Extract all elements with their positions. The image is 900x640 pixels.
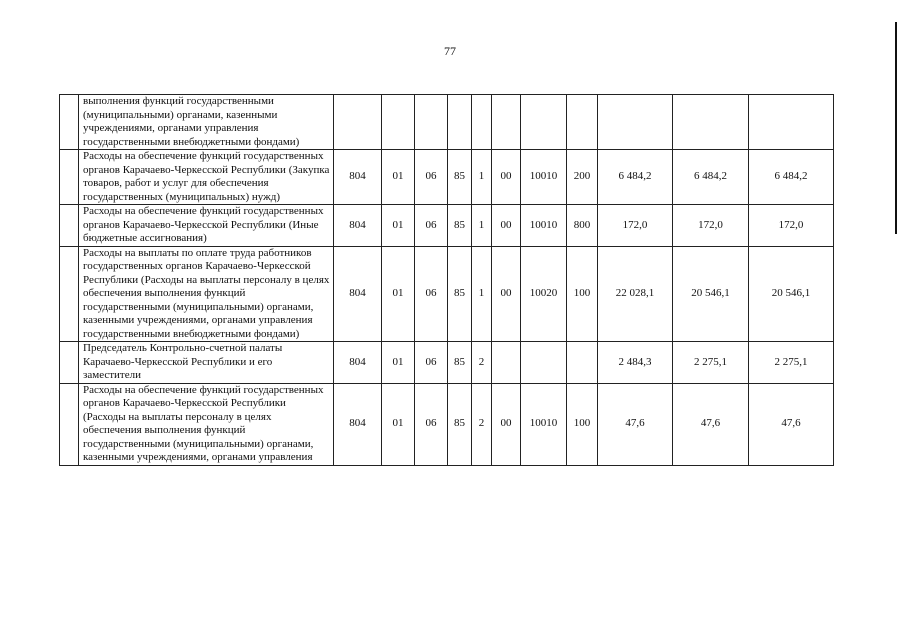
- cell-subsection: 06: [415, 150, 448, 205]
- cell-direction: 10010: [521, 150, 567, 205]
- cell-subprogram: 1: [472, 150, 492, 205]
- table-row: [60, 150, 834, 205]
- cell-subprogram: [472, 95, 492, 150]
- cell-amount-2: 20 546,1: [673, 246, 749, 342]
- cell-section: [382, 95, 415, 150]
- cell-direction: 10010: [521, 383, 567, 465]
- cell-number: [60, 342, 79, 384]
- cell-description: Расходы на обеспечение функций государственных органов Карачаево-Черкесской Республики (Расходы на выплаты персоналу в целях обеспечения выполнения функций государственными (муниципальными) органами, казенными учреждениями, органами управления: [79, 383, 334, 465]
- cell-program: 85: [448, 246, 472, 342]
- cell-program: 85: [448, 205, 472, 247]
- cell-amount-1: 2 484,3: [598, 342, 673, 384]
- cell-program: 85: [448, 342, 472, 384]
- cell-amount-1: 47,6: [598, 383, 673, 465]
- cell-number: [60, 246, 79, 342]
- cell-amount-3: [749, 95, 834, 150]
- cell-main-event: [492, 342, 521, 384]
- cell-description: выполнения функций государственными (муниципальными) органами, казенными учреждениями, органами управления государственными внебюджетными фондами): [79, 95, 334, 150]
- cell-direction: 10010: [521, 205, 567, 247]
- cell-program: [448, 95, 472, 150]
- cell-expense-type: 200: [567, 150, 598, 205]
- cell-description: Председатель Контрольно-счетной палаты Карачаево-Черкесской Республики и его заместители: [79, 342, 334, 384]
- cell-number: [60, 150, 79, 205]
- table-row: [60, 383, 834, 465]
- cell-subsection: 06: [415, 342, 448, 384]
- cell-expense-type: 100: [567, 383, 598, 465]
- cell-subprogram: 2: [472, 383, 492, 465]
- cell-amount-1: 6 484,2: [598, 150, 673, 205]
- cell-section: 01: [382, 150, 415, 205]
- cell-main-event: [492, 95, 521, 150]
- cell-direction: [521, 95, 567, 150]
- cell-subprogram: 1: [472, 246, 492, 342]
- cell-amount-3: 2 275,1: [749, 342, 834, 384]
- cell-subprogram: 1: [472, 205, 492, 247]
- cell-description: Расходы на выплаты по оплате труда работников государственных органов Карачаево-Черкесской Республики (Расходы на выплаты персоналу в целях обеспечения выполнения функций государственными (муниципальными) органами, казенными учреждениями, органами управления государственными внебюджетными фондами): [79, 246, 334, 342]
- cell-ministry: 804: [334, 383, 382, 465]
- cell-main-event: 00: [492, 383, 521, 465]
- cell-section: 01: [382, 342, 415, 384]
- cell-program: 85: [448, 383, 472, 465]
- cell-subsection: [415, 95, 448, 150]
- cell-subsection: 06: [415, 383, 448, 465]
- cell-description: Расходы на обеспечение функций государственных органов Карачаево-Черкесской Республики (Закупка товаров, работ и услуг для обеспечения государственных (муниципальных) нужд): [79, 150, 334, 205]
- cell-expense-type: 800: [567, 205, 598, 247]
- cell-number: [60, 95, 79, 150]
- cell-amount-2: 47,6: [673, 383, 749, 465]
- budget-table: [59, 94, 834, 466]
- cell-ministry: [334, 95, 382, 150]
- cell-amount-2: 172,0: [673, 205, 749, 247]
- cell-amount-1: [598, 95, 673, 150]
- cell-number: [60, 205, 79, 247]
- cell-section: 01: [382, 246, 415, 342]
- cell-ministry: 804: [334, 205, 382, 247]
- cell-amount-3: 172,0: [749, 205, 834, 247]
- cell-description: Расходы на обеспечение функций государственных органов Карачаево-Черкесской Республики (Иные бюджетные ассигнования): [79, 205, 334, 247]
- table-body: [60, 95, 834, 466]
- cell-expense-type: [567, 342, 598, 384]
- table-row: [60, 95, 834, 150]
- cell-amount-3: 6 484,2: [749, 150, 834, 205]
- cell-amount-2: 2 275,1: [673, 342, 749, 384]
- cell-section: 01: [382, 383, 415, 465]
- cell-amount-2: [673, 95, 749, 150]
- page-number: 77: [444, 44, 456, 58]
- cell-program: 85: [448, 150, 472, 205]
- cell-ministry: 804: [334, 246, 382, 342]
- cell-expense-type: 100: [567, 246, 598, 342]
- scan-edge-mark: [895, 22, 897, 234]
- cell-direction: 10020: [521, 246, 567, 342]
- cell-section: 01: [382, 205, 415, 247]
- cell-ministry: 804: [334, 342, 382, 384]
- cell-main-event: 00: [492, 150, 521, 205]
- table-row: [60, 246, 834, 342]
- cell-main-event: 00: [492, 205, 521, 247]
- cell-main-event: 00: [492, 246, 521, 342]
- cell-subprogram: 2: [472, 342, 492, 384]
- cell-subsection: 06: [415, 205, 448, 247]
- cell-amount-1: 22 028,1: [598, 246, 673, 342]
- table-row: [60, 342, 834, 384]
- cell-amount-3: 47,6: [749, 383, 834, 465]
- cell-direction: [521, 342, 567, 384]
- cell-amount-1: 172,0: [598, 205, 673, 247]
- cell-number: [60, 383, 79, 465]
- cell-amount-3: 20 546,1: [749, 246, 834, 342]
- table-row: [60, 205, 834, 247]
- cell-expense-type: [567, 95, 598, 150]
- cell-ministry: 804: [334, 150, 382, 205]
- cell-amount-2: 6 484,2: [673, 150, 749, 205]
- cell-subsection: 06: [415, 246, 448, 342]
